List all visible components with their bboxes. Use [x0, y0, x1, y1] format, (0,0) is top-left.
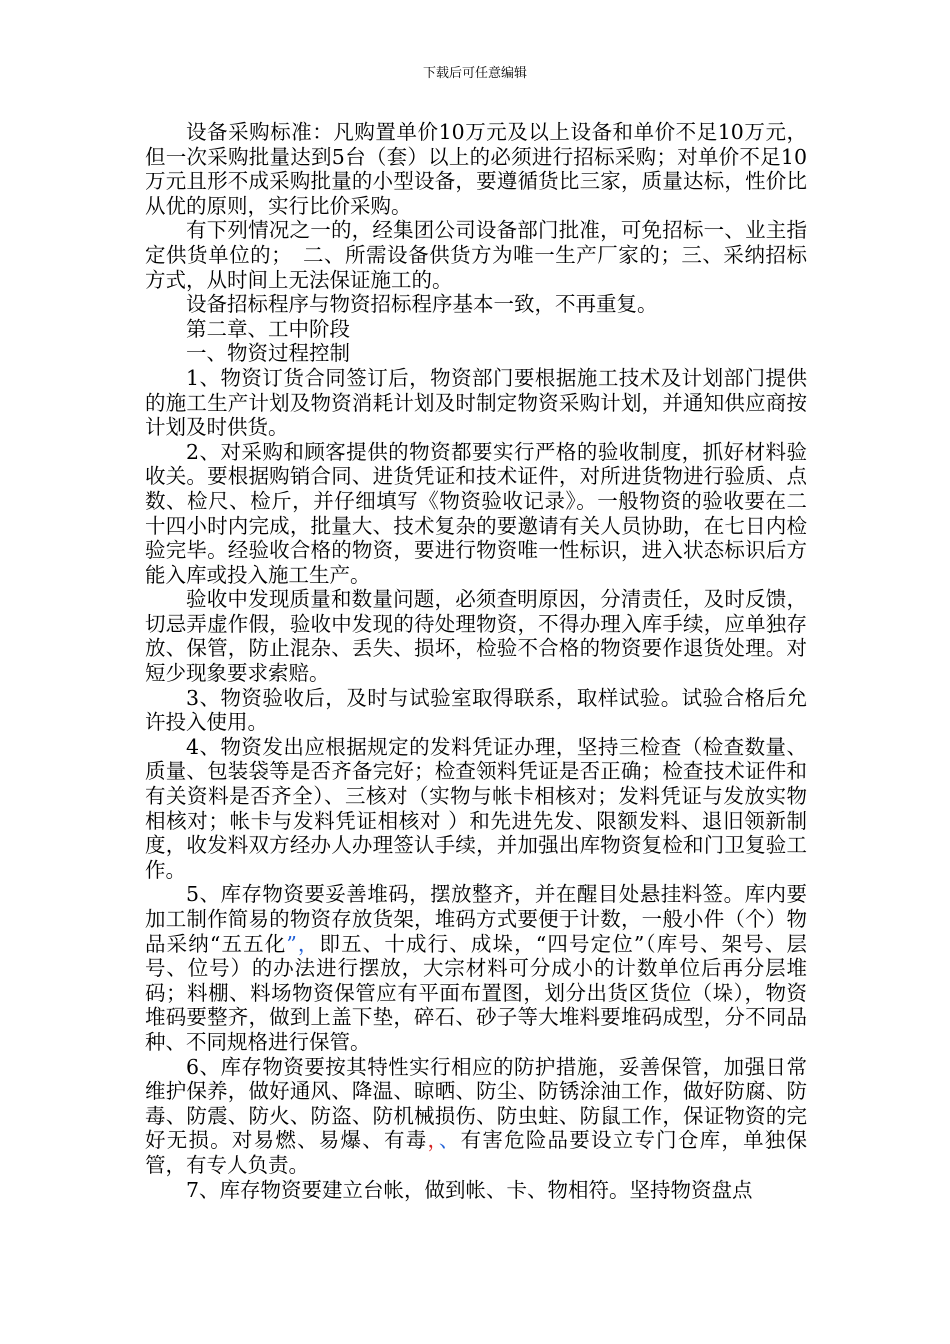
- paragraph-item-6-text-a: 6、库存物资要按其特性实行相应的防护措施，妥善保管，加强日常维护保养，做好通风、降温、晾晒、防尘、防锈涂油工作，做好防腐、防毒、防震、防火、防盗、防机械损伤、防虫蛀、防鼠工作，保证物资的完好无损。对易燃、易爆、有毒: [145, 1054, 807, 1153]
- paragraph-equipment-standard: 设备采购标准：凡购置单价10万元及以上设备和单价不足10万元，但一次采购批量达到5台（套）以上的必须进行招标采购；对单价不足10万元且形不成采购批量的小型设备，要遵循货比三家，质量达标，性价比从优的原则，实行比价采购。: [145, 120, 807, 218]
- paragraph-item-5-text-a: 5、库存物资要妥善堆码，摆放整齐，并在醒目处悬挂料签。库内要加工制作简易的物资存放货架，堆码方式要便于计数，一般小件（个）物品采纳“五五化: [145, 882, 807, 956]
- blue-punctuation-mark: ”，: [286, 931, 320, 956]
- paragraph-item-6: [145, 1055, 807, 1178]
- page-header-note: 下载后可任意编辑: [422, 66, 527, 81]
- red-punctuation-mark: ，: [427, 1128, 439, 1153]
- paragraph-item-1: 1、物资订货合同签订后，物资部门要根据施工技术及计划部门提供的施工生产计划及物资消耗计划及时制定物资采购计划，并通知供应商按计划及时供货。: [145, 365, 807, 440]
- paragraph-item-5: [145, 882, 807, 1054]
- paragraph-item-3: 3、物资验收后，及时与试验室取得联系，取样试验。试验合格后允许投入使用。: [145, 685, 807, 735]
- section-heading: 一、物资过程控制: [186, 341, 350, 366]
- chapter-heading: 第二章、工中阶段: [186, 316, 350, 341]
- paragraph-item-7: 7、库存物资要建立台帐，做到帐、卡、物相符。坚持物资盘点: [186, 1177, 753, 1202]
- paragraph-item-4: 4、物资发出应根据规定的发料凭证办理，坚持三检查（检查数量、质量、包装袋等是否齐备完好；检查领料凭证是否正确；检查技术证件和有关资料是否齐全）、三核对（实物与帐卡相核对；发料凭证与发放实物相核对；帐卡与发料凭证相核对 ）和先进先发、限额发料、退旧领新制度，收发料双方经办人办理签认手续，并加强出库物资复检和门卫复验工作。: [145, 734, 807, 882]
- document-body: [145, 120, 807, 1202]
- paragraph-item-2: 2、对采购和顾客提供的物资都要实行严格的验收制度，抓好材料验收关。要根据购销合同、进货凭证和技术证件，对所进货物进行验质、点数、检尺、检斤，并仔细填写《物资验收记录》。一般物资的验收要在二十四小时内完成，批量大、技术复杂的要邀请有关人员协助，在七日内检验完毕。经验收合格的物资，要进行物资唯一性标识，进入状态标识后方能入库或投入施工生产。: [145, 439, 807, 587]
- paragraph-item-5-text-b: 即五、十成行、成垛，“四号定位”（库号、架号、层号、位号）的办法进行摆放，大宗材料可分成小的计数单位后再分层堆码；料棚、料场物资保管应有平面布置图，划分出货区货位（垛），物资堆码要整齐，做到上盖下垫，碎石、砂子等大堆料要堆码成型，分不同品种、不同规格进行保管。: [145, 931, 807, 1054]
- blue-punctuation-mark: 、: [438, 1128, 461, 1153]
- paragraph-inspection-issues: 验收中发现质量和数量问题，必须查明原因，分清责任，及时反馈，切忌弄虚作假，验收中发现的待处理物资，不得办理入库手续，应单独存放、保管，防止混杂、丢失、损坏，检验不合格的物资要作退货处理。对短少现象要求索赔。: [145, 587, 807, 686]
- paragraph-tender-exemption: 有下列情况之一的，经集团公司设备部门批准，可免招标一、业主指定供货单位的； 二、所需设备供货方为唯一生产厂家的；三、采纳招标方式，从时间上无法保证施工的。: [145, 218, 807, 292]
- paragraph-item-6-text-b: 有害危险品要设立专门仓库，单独保管，有专人负责。: [145, 1128, 808, 1177]
- paragraph-tender-procedure: 设备招标程序与物资招标程序基本一致，不再重复。: [186, 292, 658, 317]
